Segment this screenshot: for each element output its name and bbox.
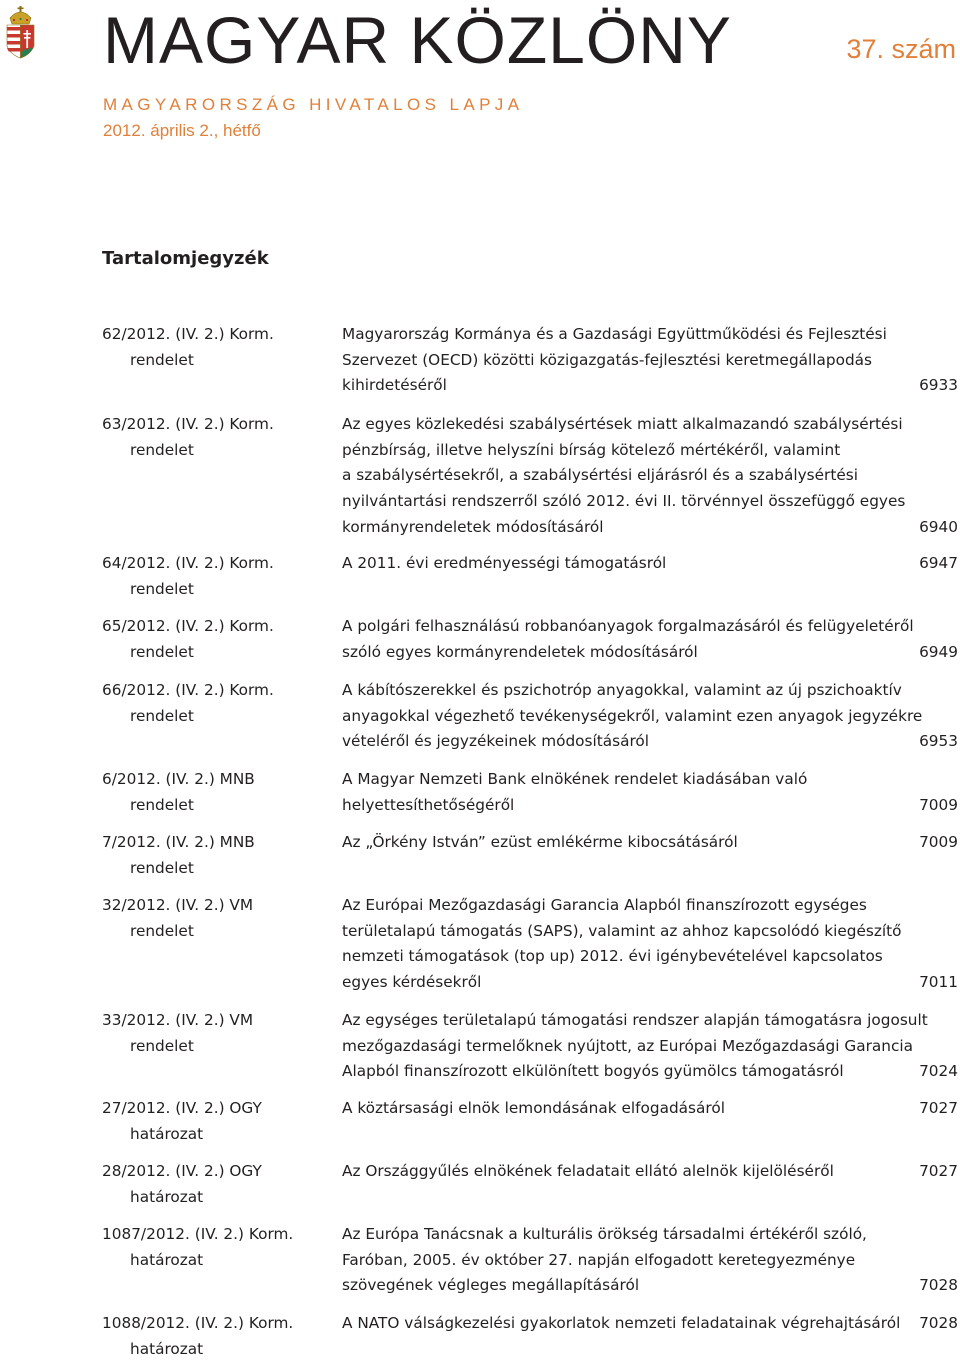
reference-number: 6/2012. (IV. 2.) MNB	[102, 770, 255, 788]
title-line: kihirdetéséről	[342, 376, 447, 395]
reference-number: 64/2012. (IV. 2.) Korm.	[102, 554, 274, 572]
page-number: 6940	[919, 517, 958, 536]
page-number: 6947	[919, 554, 958, 572]
toc-entry-reference	[102, 614, 322, 665]
toc-entry-title	[342, 1096, 902, 1122]
toc-entry-title	[342, 551, 902, 577]
title-line: szóló egyes kormányrendeletek módosításáról	[342, 642, 698, 661]
masthead-subtitle: MAGYARORSZÁG HIVATALOS LAPJA	[103, 95, 524, 114]
toc-entry-reference	[102, 893, 322, 944]
toc-entry-title	[342, 412, 906, 541]
toc-entry-title	[342, 830, 902, 856]
reference-type: rendelet	[130, 642, 194, 661]
coat-of-arms-icon	[4, 4, 37, 62]
title-line: A kábítószerekkel és pszichotróp anyagokkal, valamint az új pszichoaktív	[342, 681, 902, 699]
toc-entry-reference	[102, 767, 322, 818]
toc-entry-title	[342, 1222, 902, 1299]
reference-type: határozat	[130, 1250, 204, 1269]
toc-entry-title	[342, 322, 902, 399]
toc-entry-title	[342, 767, 902, 818]
reference-number: 66/2012. (IV. 2.) Korm.	[102, 681, 274, 699]
title-line: pénzbírság, illetve helyszíni bírság kötelező mértékéről, valamint	[342, 440, 841, 459]
title-line: vételéről és jegyzékeinek módosításáról	[342, 732, 650, 751]
page-number: 7028	[919, 1314, 958, 1332]
toc-entry-title	[342, 678, 923, 755]
toc-entry-reference	[102, 830, 322, 881]
title-line: mezőgazdasági termelőknek nyújtott, az Európai Mezőgazdasági Garancia	[342, 1036, 913, 1055]
reference-type: rendelet	[130, 1036, 194, 1055]
reference-number: 7/2012. (IV. 2.) MNB	[102, 833, 255, 851]
title-line: területalapú támogatás (SAPS), valamint az ahhoz kapcsolódó kiegészítő	[342, 921, 902, 940]
page-number: 7027	[919, 1162, 958, 1180]
title-line: a szabálysértésekről, a szabálysértési eljárásról és a szabálysértési	[342, 466, 858, 485]
reference-type: rendelet	[130, 921, 194, 940]
title-line: egyes kérdésekről	[342, 973, 482, 992]
page-number: 7009	[919, 833, 958, 851]
toc-entry-reference	[102, 551, 322, 602]
toc-entry-reference	[102, 1008, 322, 1059]
reference-number: 65/2012. (IV. 2.) Korm.	[102, 617, 274, 635]
reference-number: 28/2012. (IV. 2.) OGY	[102, 1162, 262, 1180]
issue-number: 37. szám	[846, 34, 956, 64]
reference-number: 1088/2012. (IV. 2.) Korm.	[102, 1314, 294, 1332]
title-line: Alapból finanszírozott elkülönített bogyós gyümölcs támogatásról	[342, 1062, 844, 1081]
title-line: A NATO válságkezelési gyakorlatok nemzeti feladatainak végrehajtásáról	[342, 1314, 901, 1332]
toc-entry-reference	[102, 1311, 322, 1362]
toc-entry-title	[342, 893, 902, 996]
title-line: Az Országgyűlés elnökének feladatait ellátó alelnök kijelöléséről	[342, 1162, 834, 1180]
toc-entry-reference	[102, 412, 322, 463]
reference-type: rendelet	[130, 350, 194, 369]
toc-entry-title	[342, 614, 914, 665]
reference-number: 63/2012. (IV. 2.) Korm.	[102, 415, 274, 433]
reference-number: 27/2012. (IV. 2.) OGY	[102, 1099, 262, 1117]
title-line: Az egységes területalapú támogatási rendszer alapján támogatásra jogosult	[342, 1011, 928, 1029]
page-number: 7011	[919, 973, 958, 992]
toc-entry-reference	[102, 1159, 322, 1210]
reference-type: határozat	[130, 1187, 204, 1206]
title-line: A köztársasági elnök lemondásának elfogadásáról	[342, 1099, 725, 1117]
masthead-title: MAGYAR KÖZLÖNY	[103, 3, 732, 77]
title-line: Az „Örkény István” ezüst emlékérme kibocsátásáról	[342, 833, 738, 851]
title-line: anyagokkal végezhető tevékenységekről, valamint ezen anyagok jegyzékre	[342, 706, 923, 725]
page-number: 6933	[919, 376, 958, 395]
toc-entry-reference	[102, 678, 322, 729]
title-line: A Magyar Nemzeti Bank elnökének rendelet kiadásában való	[342, 770, 808, 788]
title-line: A 2011. évi eredményességi támogatásról	[342, 554, 667, 572]
title-line: nyilvántartási rendszerről szóló 2012. évi II. törvénnyel összefüggő egyes	[342, 492, 906, 511]
title-line: Magyarország Kormánya és a Gazdasági Együttműködési és Fejlesztési	[342, 325, 887, 343]
title-line: Szervezet (OECD) közötti közigazgatás-fejlesztési keretmegállapodás	[342, 350, 873, 369]
title-line: nemzeti támogatások (top up) 2012. évi igénybevételével kapcsolatos	[342, 947, 883, 966]
toc-heading: Tartalomjegyzék	[102, 248, 269, 269]
title-line: szövegének végleges megállapításáról	[342, 1276, 640, 1295]
reference-type: rendelet	[130, 858, 194, 877]
page-number: 7028	[919, 1276, 958, 1295]
reference-type: rendelet	[130, 440, 194, 459]
reference-number: 32/2012. (IV. 2.) VM	[102, 896, 254, 914]
reference-number: 33/2012. (IV. 2.) VM	[102, 1011, 254, 1029]
reference-type: rendelet	[130, 706, 194, 725]
toc-entry-reference	[102, 1096, 322, 1147]
page-number: 7027	[919, 1099, 958, 1117]
toc-entry-title	[342, 1008, 928, 1085]
reference-number: 1087/2012. (IV. 2.) Korm.	[102, 1225, 294, 1243]
title-line: helyettesíthetőségéről	[342, 795, 515, 814]
title-line: kormányrendeletek módosításáról	[342, 517, 604, 536]
reference-type: határozat	[130, 1339, 204, 1358]
toc-entry-title	[342, 1159, 902, 1185]
toc-entry-reference	[102, 1222, 322, 1273]
reference-type: rendelet	[130, 795, 194, 814]
title-line: Az egyes közlekedési szabálysértések miatt alkalmazandó szabálysértési	[342, 415, 903, 433]
reference-number: 62/2012. (IV. 2.) Korm.	[102, 325, 274, 343]
page-number: 7024	[919, 1062, 958, 1081]
title-line: Faróban, 2005. év október 27. napján elfogadott keretegyezménye	[342, 1250, 856, 1269]
reference-type: rendelet	[130, 579, 194, 598]
title-line: Az Európai Mezőgazdasági Garancia Alapból finanszírozott egységes	[342, 896, 867, 914]
page-number: 6953	[919, 732, 958, 751]
reference-type: határozat	[130, 1124, 204, 1143]
page-number: 7009	[919, 795, 958, 814]
publication-date: 2012. április 2., hétfő	[103, 121, 261, 140]
page-number: 6949	[919, 642, 958, 661]
title-line: Az Európa Tanácsnak a kulturális örökség társadalmi értékéről szóló,	[342, 1225, 867, 1243]
title-line: A polgári felhasználású robbanóanyagok forgalmazásáról és felügyeletéről	[342, 617, 914, 635]
toc-entry-title	[342, 1311, 902, 1337]
toc-entry-reference	[102, 322, 322, 373]
